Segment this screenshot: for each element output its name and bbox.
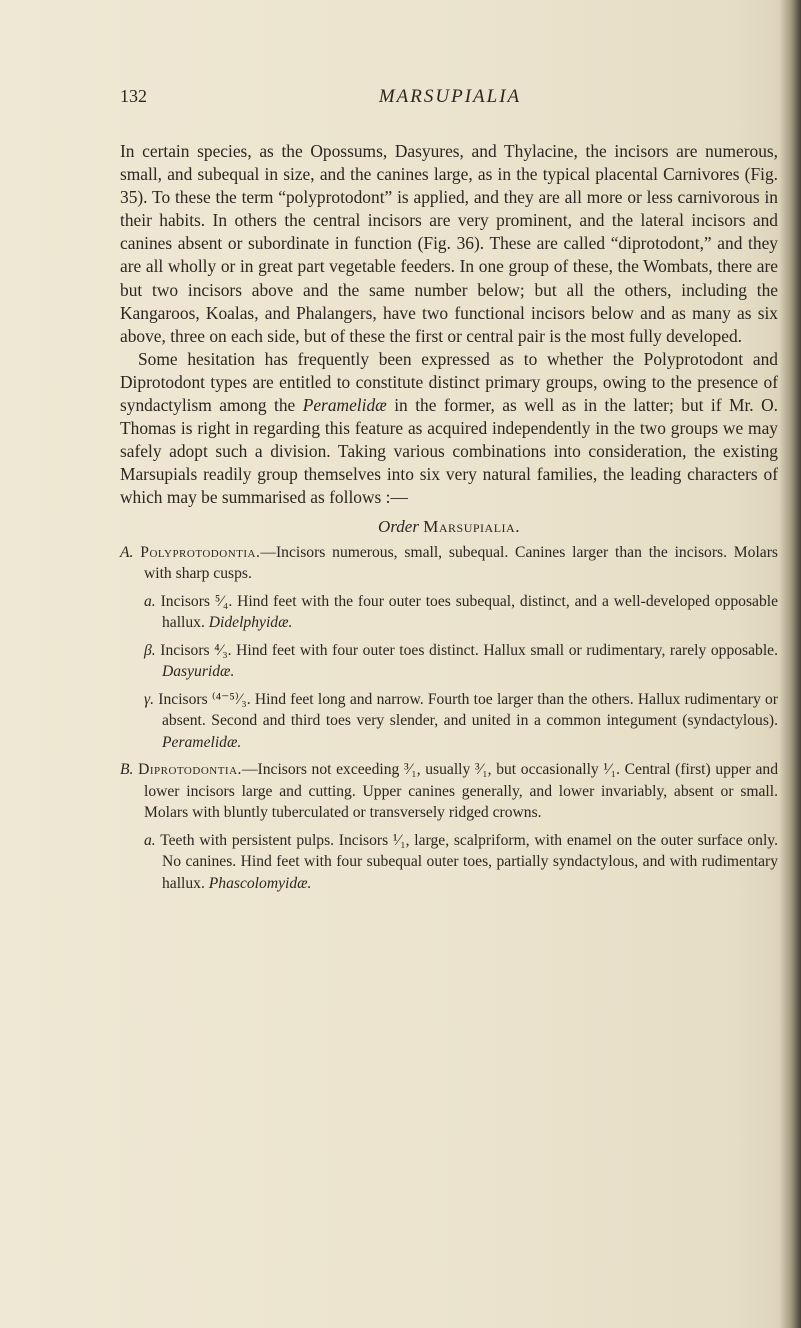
group-a-text: —Incisors numerous, small, subequal. Canines larger than the incisors. Molars with sharp cusps. xyxy=(144,543,778,582)
sub-family: Dasyuridæ. xyxy=(162,663,235,680)
group-a-sub-a xyxy=(144,591,778,634)
order-heading xyxy=(120,514,778,540)
para2-text-a: Some hesitation has frequently been expressed as to whether the Polyprotodont and Diprotodont types are entitled to constitute distinct primary groups, owing to the presence of syndactylism among the xyxy=(120,348,778,416)
order-heading-prefix: Order xyxy=(378,516,419,536)
sub-label: γ. xyxy=(144,690,155,708)
sub-family: Phascolomyidæ. xyxy=(208,874,312,892)
group-a xyxy=(120,542,778,585)
sub-family: Didelphyidæ. xyxy=(208,614,293,631)
group-b-text: —Incisors not exceeding ³⁄₁, usually ³⁄₁, but occasionally ¹⁄₁. Central (first) upper and lower incisors large and cutting. Upper canines generally, and lower invariably, absent or small. Molars with bluntly tuberculated or transversely ridged crowns. xyxy=(144,761,778,821)
group-b xyxy=(120,759,778,824)
group-a-sub-b xyxy=(144,640,778,683)
group-a-name: Polyprotodontia. xyxy=(140,543,261,561)
group-b-name: Diprotodontia. xyxy=(138,761,242,778)
paragraph-intro: In certain species, as the Opossums, Dasyures, and Thylacine, the incisors are numerous, small, and subequal in size, and the canines large, as in the typical placental Carnivores (Fig. 35). To these the term “polyprotodont” is applied, and they are all more or less carnivorous in their habits. In others the central incisors are very prominent, and the lateral incisors and canines absent or subordinate in function (Fig. 36). These are called “diprotodont,” and they are all wholly or in great part vegetable feeders. In one group of these, the Wombats, there are but two incisors above and the same number below; but all the others, including the Kangaroos, Koalas, and Phalangers, have two functional incisors below and as many as six above, three on each side, but of these the first or central pair is the most fully developed. xyxy=(120,141,778,346)
page-header xyxy=(120,86,780,116)
group-a-sub-c xyxy=(144,689,778,754)
page-number: 132 xyxy=(120,86,147,106)
running-title: MARSUPIALIA xyxy=(378,86,522,107)
order-heading-name: Marsupialia. xyxy=(423,516,520,536)
group-b-label: B. xyxy=(120,761,134,778)
page-edge-shadow xyxy=(779,0,801,1328)
body-text xyxy=(120,140,778,894)
sub-text: Incisors ⁵⁄₄. Hind feet with the four outer toes subequal, distinct, and a well-developed opposable hallux. xyxy=(160,592,779,631)
sub-text: Incisors ⁽⁴⁻⁵⁾⁄₃. Hind feet long and narrow. Fourth toe larger than the others. Hallux rudimentary or absent. Second and third toes very slender, and united in a common integument (syndactylous). xyxy=(158,690,779,729)
sub-text: Incisors ⁴⁄₃. Hind feet with four outer toes distinct. Hallux small or rudimentary, rarely opposable. xyxy=(160,641,778,659)
para2-italic-family: Peramelidæ xyxy=(302,395,387,416)
sub-label: a. xyxy=(144,592,156,610)
group-a-label: A. xyxy=(120,543,134,561)
para2-text-b: in the former, as well as in the latter; but if Mr. O. Thomas is right in regarding this feature as acquired independently in the two groups we may safely adopt such a division. Taking various combinations into consideration, the existing Marsupials readily group themselves into six very natural families, the leading characters of which may be summarised as follows :— xyxy=(120,395,778,508)
sub-family: Peramelidæ. xyxy=(162,733,242,751)
sub-text: Teeth with persistent pulps. Incisors ¹⁄₁, large, scalpriform, with enamel on the outer surface only. No canines. Hind feet with four subequal outer toes, partially syndactylous, and with rudimentary hallux. xyxy=(160,831,778,892)
paragraph-classification xyxy=(120,348,778,510)
group-b-sub-a xyxy=(144,830,778,895)
sub-label: β. xyxy=(144,641,156,659)
sub-label: a. xyxy=(144,831,156,849)
